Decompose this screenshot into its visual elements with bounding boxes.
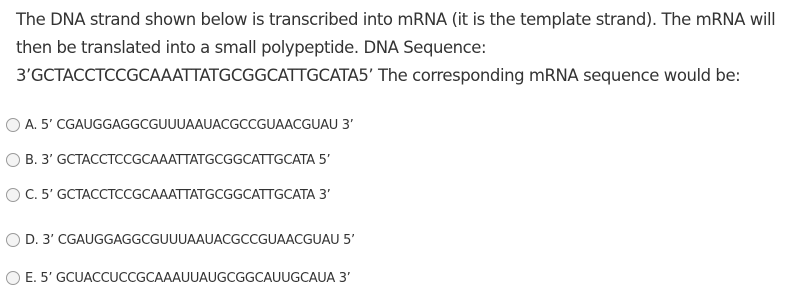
- radio-button-e[interactable]: [6, 271, 20, 285]
- question-text: [16, 6, 786, 90]
- question-line-1: The DNA strand shown below is transcribed into mRNA (it is the template strand). The mRNA will: [16, 10, 776, 29]
- radio-button-a[interactable]: [6, 118, 20, 132]
- option-a-label: A. 5’ CGAUGGAGGCGUUUAAUACGCCGUAACGUAU 3’: [25, 117, 354, 133]
- option-a[interactable]: [6, 115, 353, 135]
- radio-button-b[interactable]: [6, 153, 20, 167]
- option-e[interactable]: [6, 268, 350, 288]
- option-d-label: D. 3’ CGAUGGAGGCGUUUAAUACGCCGUAACGUAU 5’: [25, 232, 355, 248]
- option-b-label: B. 3’ GCTACCTCCGCAAATTATGCGGCATTGCATA 5’: [25, 152, 331, 168]
- option-b[interactable]: [6, 150, 330, 170]
- option-e-label: E. 5’ GCUACCUCCGCAAAUUAUGCGGCAUUGCAUA 3’: [25, 270, 351, 286]
- question-line-2: then be translated into a small polypeptide. DNA Sequence:: [16, 38, 487, 57]
- option-c[interactable]: [6, 185, 330, 205]
- option-c-label: C. 5’ GCTACCTCCGCAAATTATGCGGCATTGCATA 3’: [25, 187, 331, 203]
- radio-button-c[interactable]: [6, 188, 20, 202]
- question-line-3: 3’GCTACCTCCGCAAATTATGCGGCATTGCATA5’ The corresponding mRNA sequence would be:: [16, 66, 741, 85]
- option-d[interactable]: [6, 230, 355, 250]
- radio-button-d[interactable]: [6, 233, 20, 247]
